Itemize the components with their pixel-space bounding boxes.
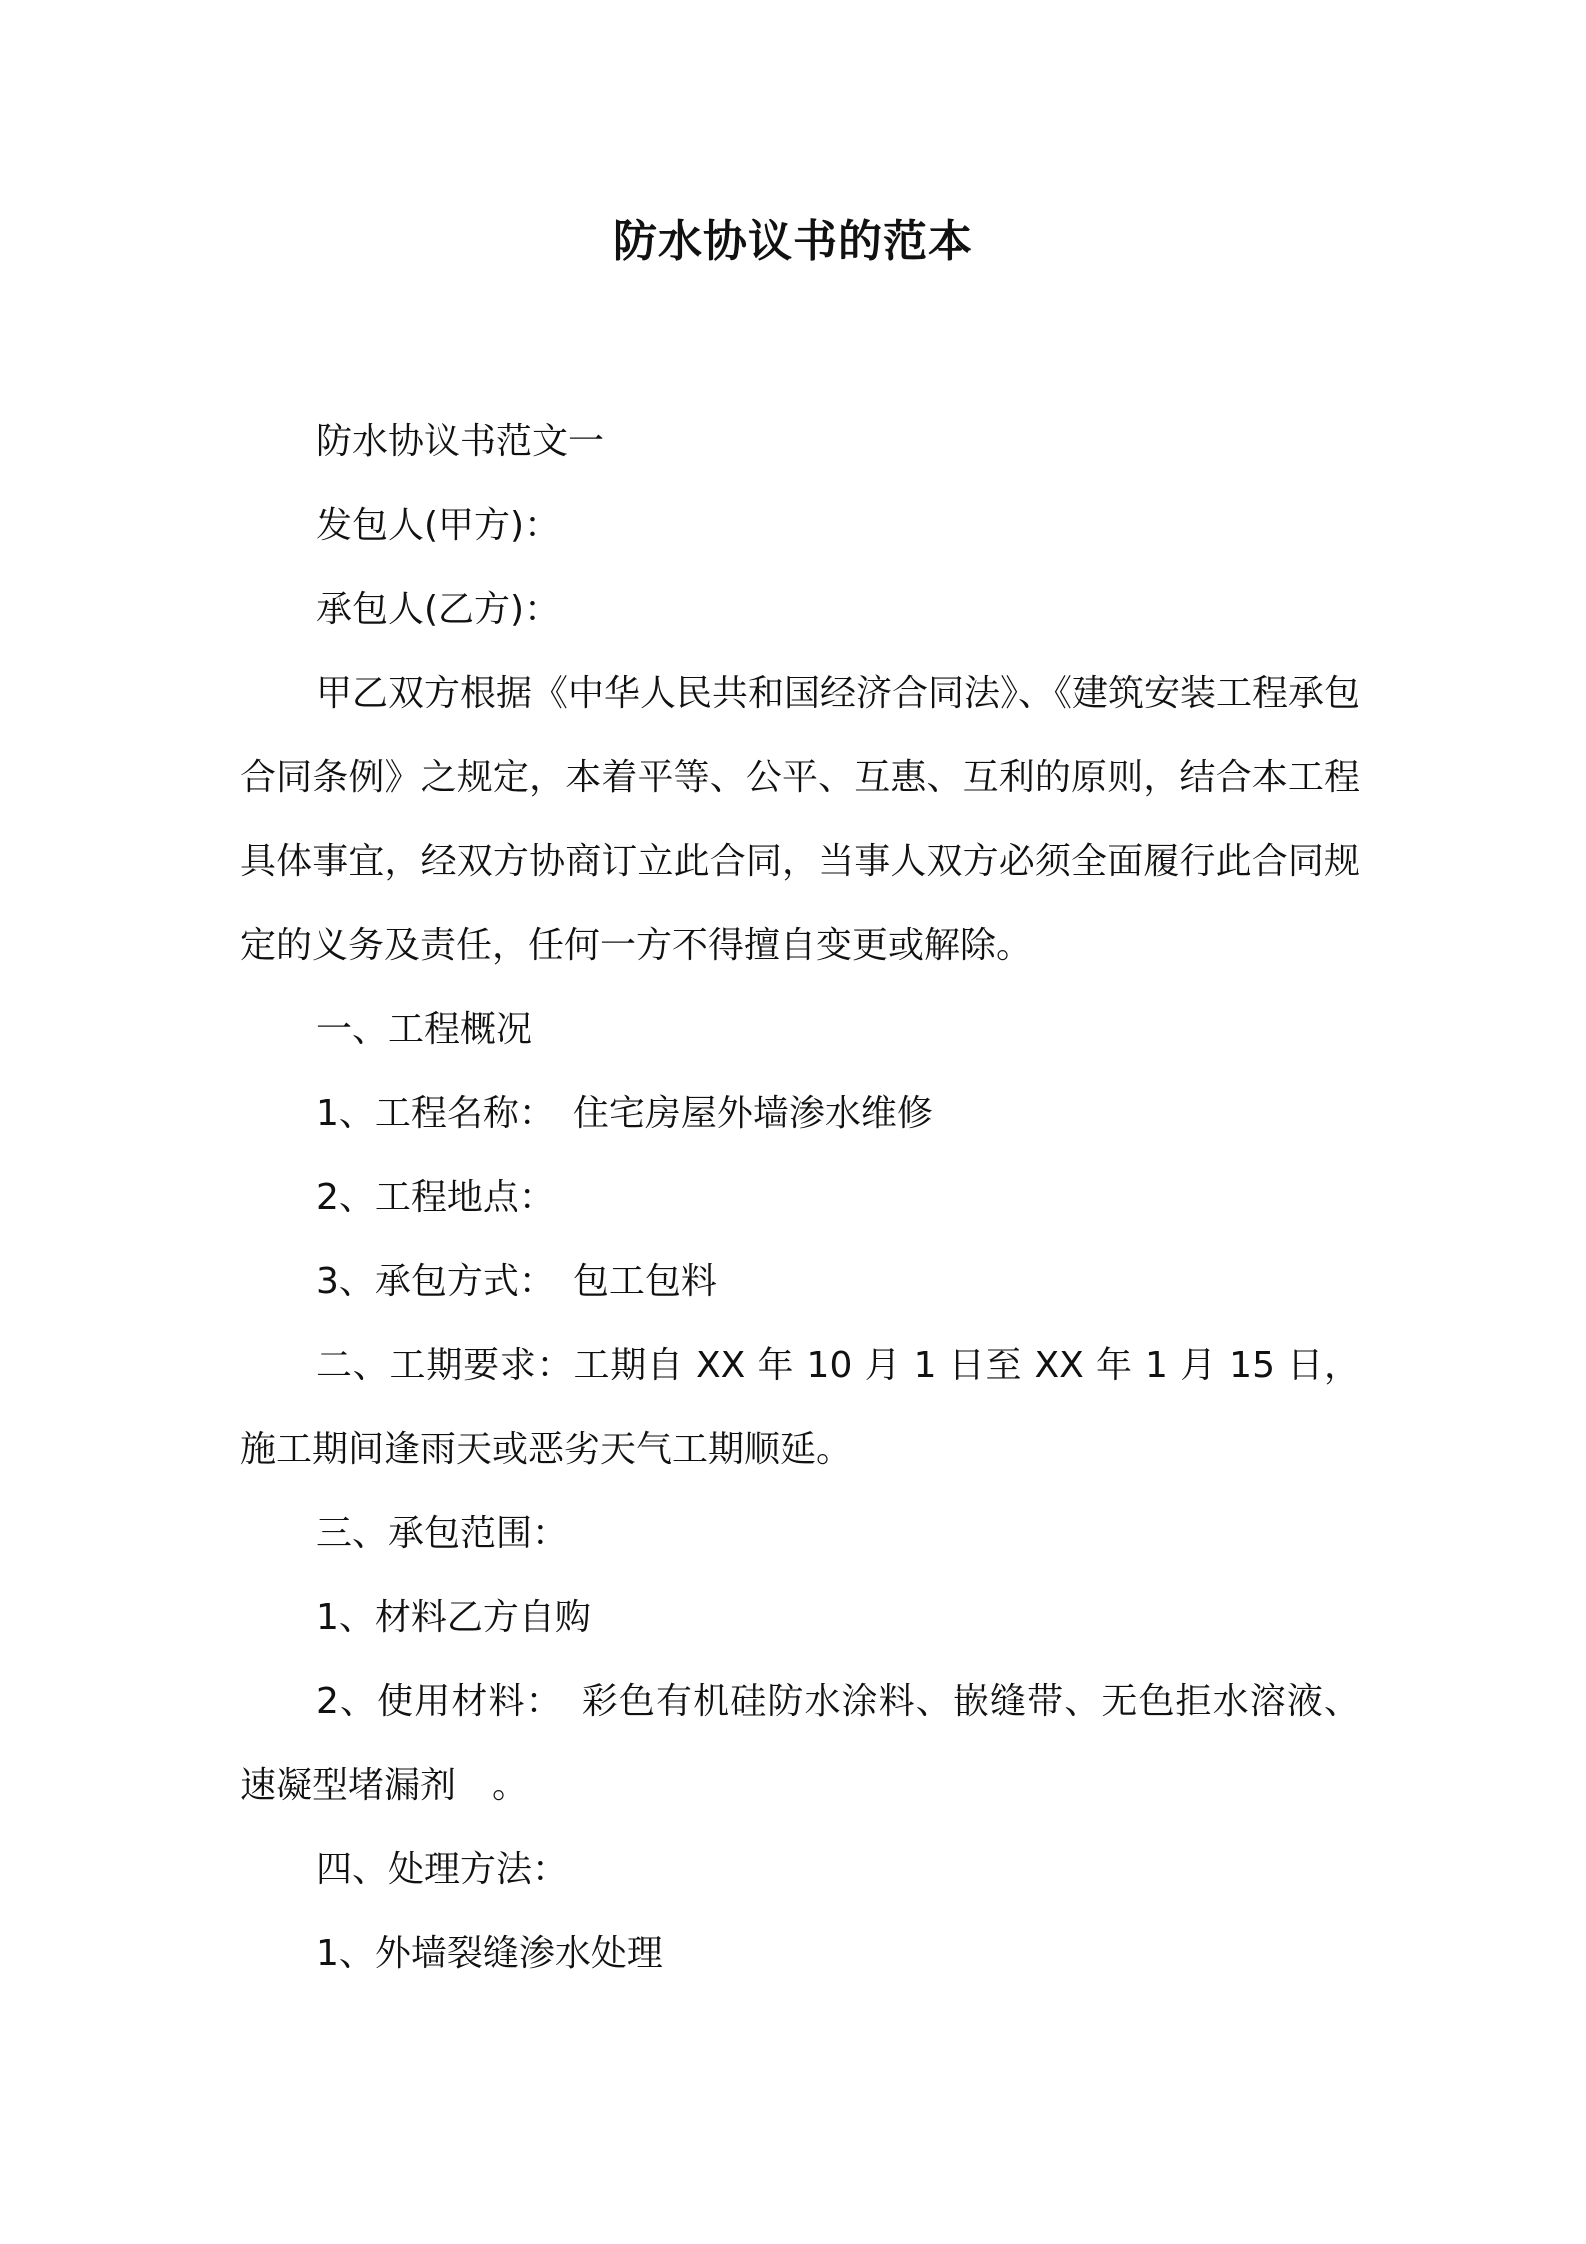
crack-treatment-line: 1、外墙裂缝渗水处理 (316, 1933, 663, 1974)
project-location-line: 2、工程地点： (316, 1177, 555, 1218)
contract-method-line: 3、承包方式： 包工包料 (316, 1261, 717, 1302)
project-name-line: 1、工程名称： 住宅房屋外墙渗水维修 (316, 1093, 933, 1134)
party-a-line: 发包人(甲方)： (316, 505, 561, 546)
party-b-line: 承包人(乙方)： (316, 589, 561, 630)
section-heading-scope: 三、承包范围： (316, 1513, 569, 1554)
document-title: 防水协议书的范本 (613, 216, 973, 267)
preamble-paragraph: 甲乙双方根据《中华人民共和国经济合同法》、《建筑安装工程承包合同条例》之规定，本着平等、公平、互惠、互利的原则，结合本工程具体事宜，经双方协商订立此合同，当事人双方必须全面履行此合同规定的义务及责任，任何一方不得擅自变更或解除。 (240, 673, 1361, 966)
schedule-paragraph: 二、工期要求：工期自 XX 年 10 月 1 日至 XX 年 1 月 15 日，施工期间逢雨天或恶劣天气工期顺延。 (240, 1345, 1360, 1470)
document-body (240, 400, 1360, 1996)
section-heading-methods: 四、处理方法： (316, 1849, 569, 1890)
section-heading-project-overview: 一、工程概况 (316, 1009, 533, 1050)
materials-purchase-line: 1、材料乙方自购 (316, 1597, 591, 1638)
materials-used-paragraph: 2、使用材料： 彩色有机硅防水涂料、嵌缝带、无色拒水溶液、速凝型堵漏剂 。 (240, 1681, 1360, 1806)
section-heading-sample-one: 防水协议书范文一 (316, 421, 605, 462)
